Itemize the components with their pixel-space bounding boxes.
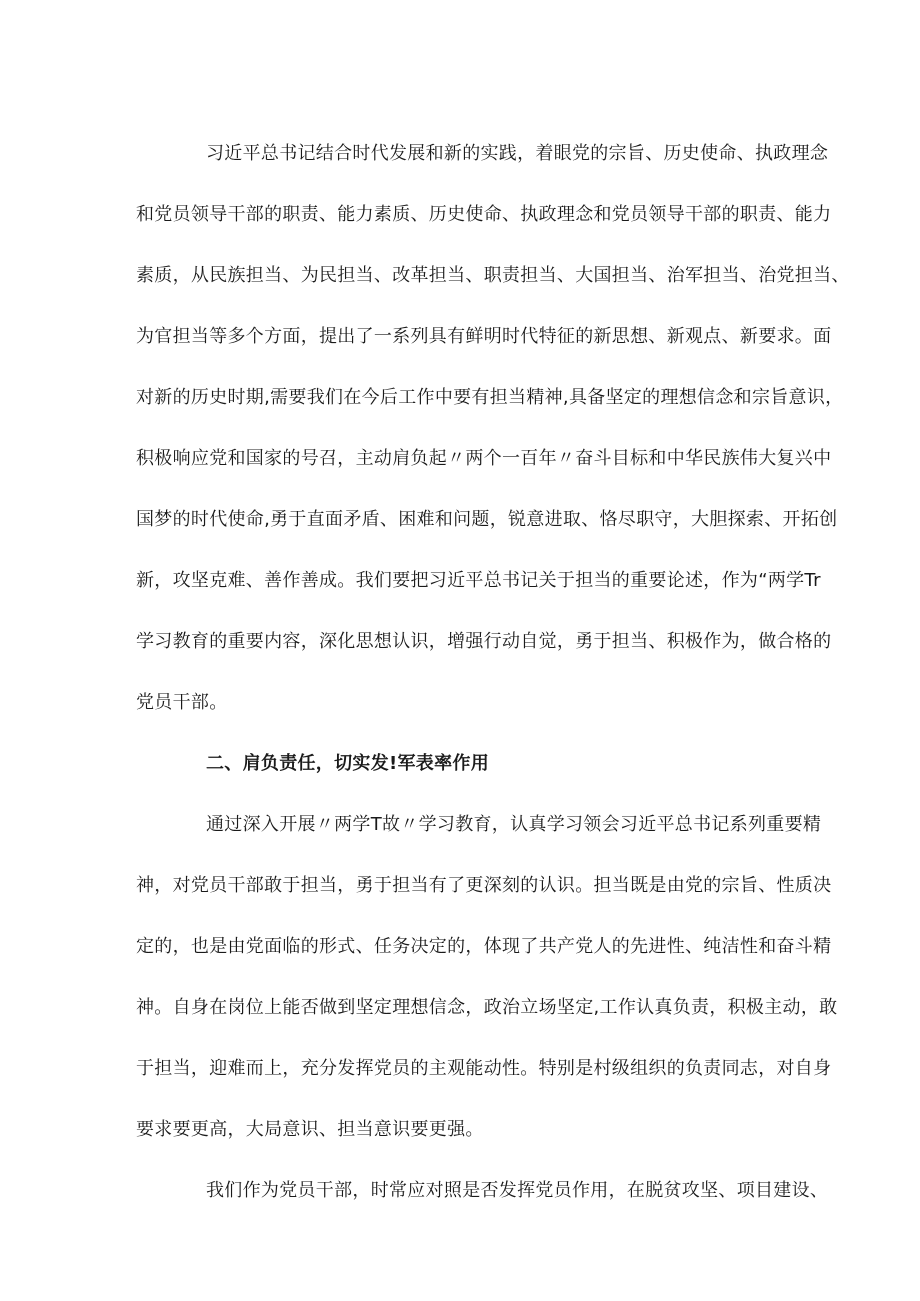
section-heading-2: 二、肩负责任，切实发!军表率作用 bbox=[206, 753, 490, 774]
paragraph-1-line-4: 为官担当等多个方面，提出了一系列具有鲜明时代特征的新思想、新观点、新要求。面 bbox=[136, 326, 832, 347]
paragraph-1-line-5: 对新的历史时期,需要我们在今后工作中要有担当精神,具备坚定的理想信念和宗旨意识， bbox=[136, 387, 844, 408]
paragraph-1-line-2: 和党员领导干部的职责、能力素质、历史使命、执政理念和党员领导干部的职责、能力 bbox=[136, 204, 832, 225]
paragraph-2-line-1: 通过深入开展〃两学T故〃学习教育，认真学习领会习近平总书记系列重要精 bbox=[206, 814, 822, 835]
paragraph-1-line-8: 新，攻坚克难、善作善成。我们要把习近平总书记关于担当的重要论述，作为“两学Tr bbox=[136, 570, 821, 591]
paragraph-2-line-3: 定的，也是由党面临的形式、任务决定的，体现了共产党人的先进性、纯洁性和奋斗精 bbox=[136, 936, 832, 957]
paragraph-1-line-3: 素质，从民族担当、为民担当、改革担当、职责担当、大国担当、治军担当、治党担当、 bbox=[136, 265, 850, 286]
paragraph-1-line-10: 党员干部。 bbox=[136, 692, 228, 713]
paragraph-2-line-2: 神，对党员干部敢于担当，勇于担当有了更深刻的认识。担当既是由党的宗旨、性质决 bbox=[136, 875, 832, 896]
paragraph-2-line-4: 神。自身在岗位上能否做到坚定理想信念，政治立场坚定,工作认真负责，积极主动，敢 bbox=[136, 997, 838, 1018]
paragraph-3-line-1: 我们作为党员干部，时常应对照是否发挥党员作用，在脱贫攻坚、项目建设、 bbox=[206, 1180, 829, 1201]
paragraph-2-line-5: 于担当，迎难而上，充分发挥党员的主观能动性。特别是村级组织的负责同志，对自身 bbox=[136, 1058, 832, 1079]
paragraph-2-line-6: 要求要更高，大局意识、担当意识要更强。 bbox=[136, 1119, 484, 1140]
paragraph-1-line-6: 积极响应党和国家的号召，主动肩负起〃两个一百年〃奋斗目标和中华民族伟大复兴中 bbox=[136, 448, 832, 469]
paragraph-1-line-1: 习近平总书记结合时代发展和新的实践，着眼党的宗旨、历史使命、执政理念 bbox=[206, 143, 829, 164]
paragraph-1-line-9: 学习教育的重要内容，深化思想认识，增强行动自觉，勇于担当、积极作为，做合格的 bbox=[136, 631, 832, 652]
paragraph-1-line-7: 国梦的时代使命,勇于直面矛盾、困难和问题，锐意进取、恪尽职守，大胆探索、开拓创 bbox=[136, 509, 838, 530]
